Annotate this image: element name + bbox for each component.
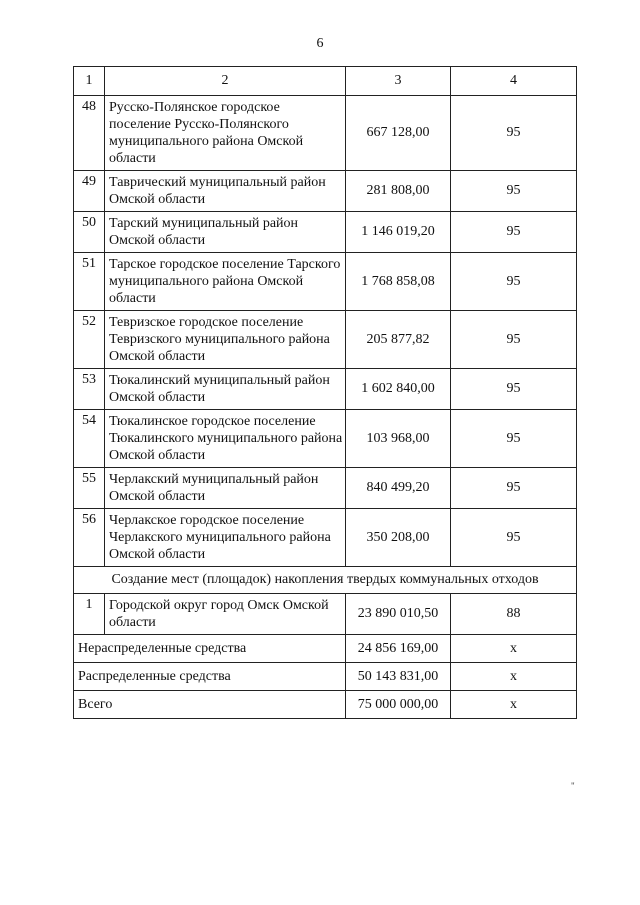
closing-quote-mark: " <box>571 781 575 791</box>
summary-label: Распределенные средства <box>74 663 346 691</box>
amount: 840 499,20 <box>346 468 451 509</box>
allocation-table <box>73 66 577 719</box>
municipality-name: Русско-Полянское городское поселение Русско-Полянского муниципального района Омской области <box>105 96 346 171</box>
row-number: 50 <box>74 212 105 253</box>
header-cell-3: 3 <box>346 67 451 96</box>
percentage: 95 <box>451 468 577 509</box>
summary-amount: 50 143 831,00 <box>346 663 451 691</box>
table-row <box>74 468 577 509</box>
table-row <box>74 212 577 253</box>
header-cell-4: 4 <box>451 67 577 96</box>
amount: 23 890 010,50 <box>346 594 451 635</box>
table-row <box>74 96 577 171</box>
amount: 350 208,00 <box>346 509 451 567</box>
row-number: 1 <box>74 594 105 635</box>
row-number: 55 <box>74 468 105 509</box>
table-row <box>74 509 577 567</box>
amount: 1 768 858,08 <box>346 253 451 311</box>
table-row <box>74 253 577 311</box>
summary-percentage: х <box>451 691 577 719</box>
amount: 103 968,00 <box>346 410 451 468</box>
summary-row <box>74 691 577 719</box>
amount: 205 877,82 <box>346 311 451 369</box>
percentage: 95 <box>451 212 577 253</box>
table-row <box>74 171 577 212</box>
percentage: 95 <box>451 509 577 567</box>
row-number: 56 <box>74 509 105 567</box>
amount: 281 808,00 <box>346 171 451 212</box>
section-header-row <box>74 567 577 594</box>
summary-amount: 24 856 169,00 <box>346 635 451 663</box>
percentage: 95 <box>451 171 577 212</box>
row-number: 52 <box>74 311 105 369</box>
percentage: 95 <box>451 410 577 468</box>
summary-amount: 75 000 000,00 <box>346 691 451 719</box>
page-number: 6 <box>316 36 324 51</box>
summary-percentage: х <box>451 635 577 663</box>
municipality-name: Тарское городское поселение Тарского муниципального района Омской области <box>105 253 346 311</box>
percentage: 95 <box>451 369 577 410</box>
percentage: 88 <box>451 594 577 635</box>
row-number: 53 <box>74 369 105 410</box>
row-number: 51 <box>74 253 105 311</box>
percentage: 95 <box>451 253 577 311</box>
municipality-name: Тюкалинское городское поселение Тюкалинского муниципального района Омской области <box>105 410 346 468</box>
table-row <box>74 311 577 369</box>
municipality-name: Таврический муниципальный район Омской области <box>105 171 346 212</box>
municipality-name: Тюкалинский муниципальный район Омской области <box>105 369 346 410</box>
summary-percentage: х <box>451 663 577 691</box>
header-cell-1: 1 <box>74 67 105 96</box>
summary-row <box>74 635 577 663</box>
row-number: 49 <box>74 171 105 212</box>
table-row <box>74 369 577 410</box>
amount: 1 146 019,20 <box>346 212 451 253</box>
municipality-name: Черлакское городское поселение Черлакского муниципального района Омской области <box>105 509 346 567</box>
row-number: 48 <box>74 96 105 171</box>
amount: 1 602 840,00 <box>346 369 451 410</box>
summary-row <box>74 663 577 691</box>
municipality-name: Тевризское городское поселение Тевризского муниципального района Омской области <box>105 311 346 369</box>
municipality-name: Черлакский муниципальный район Омской области <box>105 468 346 509</box>
amount: 667 128,00 <box>346 96 451 171</box>
percentage: 95 <box>451 96 577 171</box>
section-title: Создание мест (площадок) накопления твердых коммунальных отходов <box>74 567 577 594</box>
table-row <box>74 410 577 468</box>
summary-label: Всего <box>74 691 346 719</box>
table-row <box>74 594 577 635</box>
percentage: 95 <box>451 311 577 369</box>
summary-label: Нераспределенные средства <box>74 635 346 663</box>
header-cell-2: 2 <box>105 67 346 96</box>
header-row <box>74 67 577 96</box>
row-number: 54 <box>74 410 105 468</box>
municipality-name: Тарский муниципальный район Омской области <box>105 212 346 253</box>
municipality-name: Городской округ город Омск Омской области <box>105 594 346 635</box>
